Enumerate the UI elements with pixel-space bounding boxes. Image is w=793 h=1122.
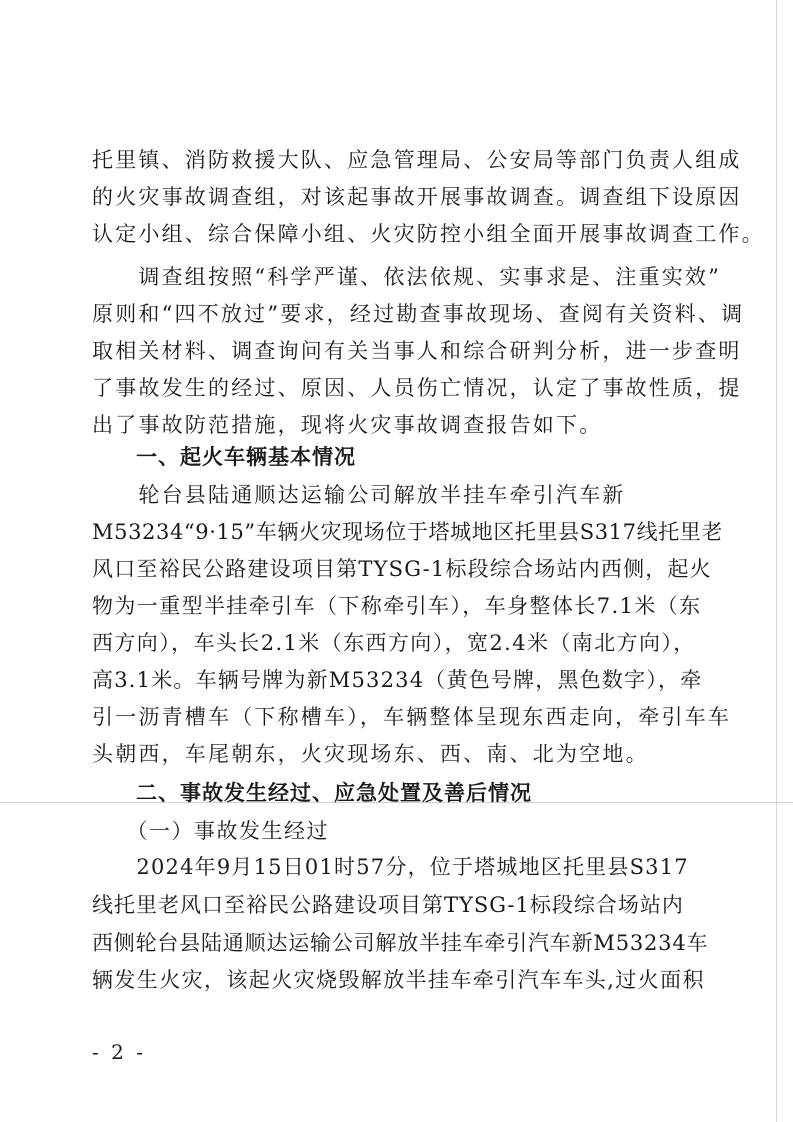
paragraph-line: M53234“9·15”车辆火灾现场位于塔城地区托里县S317线托里老 bbox=[92, 520, 724, 544]
paragraph-line: 2024年9月15日01时57分，位于塔城地区托里县S317 bbox=[92, 855, 689, 879]
paragraph-line: 辆发生火灾，该起火灾烧毁解放半挂车牵引汽车车头,过火面积 bbox=[92, 968, 705, 992]
paragraph-line: 取相关材料、调查询问有关当事人和综合研判分析，进一步查明 bbox=[92, 339, 742, 363]
paragraph-line: 托里镇、消防救援大队、应急管理局、公安局等部门负责人组成 bbox=[92, 148, 742, 172]
subsection-heading: （一）事故发生经过 bbox=[92, 819, 329, 843]
paragraph-line: 出了事故防范措施，现将火灾事故调查报告如下。 bbox=[92, 413, 603, 437]
paragraph-line: 引一沥青槽车（下称槽车），车辆整体呈现东西走向，牵引车车 bbox=[92, 705, 732, 729]
paragraph-line: 的火灾事故调查组，对该起事故开展事故调查。调查组下设原因 bbox=[92, 185, 742, 209]
paragraph-line: 线托里老风口至裕民公路建设项目第TYSG-1标段综合场站内 bbox=[92, 893, 684, 917]
paragraph-line: 风口至裕民公路建设项目第TYSG-1标段综合场站内西侧，起火 bbox=[92, 557, 712, 581]
paragraph-line: 认定小组、综合保障小组、火灾防控小组全面开展事故调查工作。 bbox=[92, 222, 765, 246]
paragraph-line: 轮台县陆通顺达运输公司解放半挂车牵引汽车新 bbox=[92, 483, 626, 507]
paragraph-line: 调查组按照“科学严谨、依法依规、实事求是、注重实效” bbox=[92, 265, 722, 289]
section-heading-1: 一、起火车辆基本情况 bbox=[92, 445, 356, 469]
page-number: - 2 - bbox=[92, 1040, 146, 1064]
section-heading-2: 二、事故发生经过、应急处置及善后情况 bbox=[92, 781, 532, 805]
paragraph-line: 头朝西，车尾朝东，火灾现场东、西、南、北为空地。 bbox=[92, 742, 649, 766]
paragraph-line: 了事故发生的经过、原因、人员伤亡情况，认定了事故性质，提 bbox=[92, 376, 742, 400]
paragraph-line: 物为一重型半挂牵引车（下称牵引车），车身整体长7.1米（东 bbox=[92, 594, 702, 618]
page-edge bbox=[776, 0, 777, 1122]
paragraph-line: 高3.1米。车辆号牌为新M53234（黄色号牌，黑色数字），牵 bbox=[92, 668, 703, 692]
paragraph-line: 原则和“四不放过”要求，经过勘查事故现场、查阅有关资料、调 bbox=[92, 302, 745, 326]
paragraph-line: 西方向），车头长2.1米（东西方向），宽2.4米（南北方向）， bbox=[92, 631, 696, 655]
paragraph-line: 西侧轮台县陆通顺达运输公司解放半挂车牵引汽车新M53234车 bbox=[92, 931, 709, 955]
